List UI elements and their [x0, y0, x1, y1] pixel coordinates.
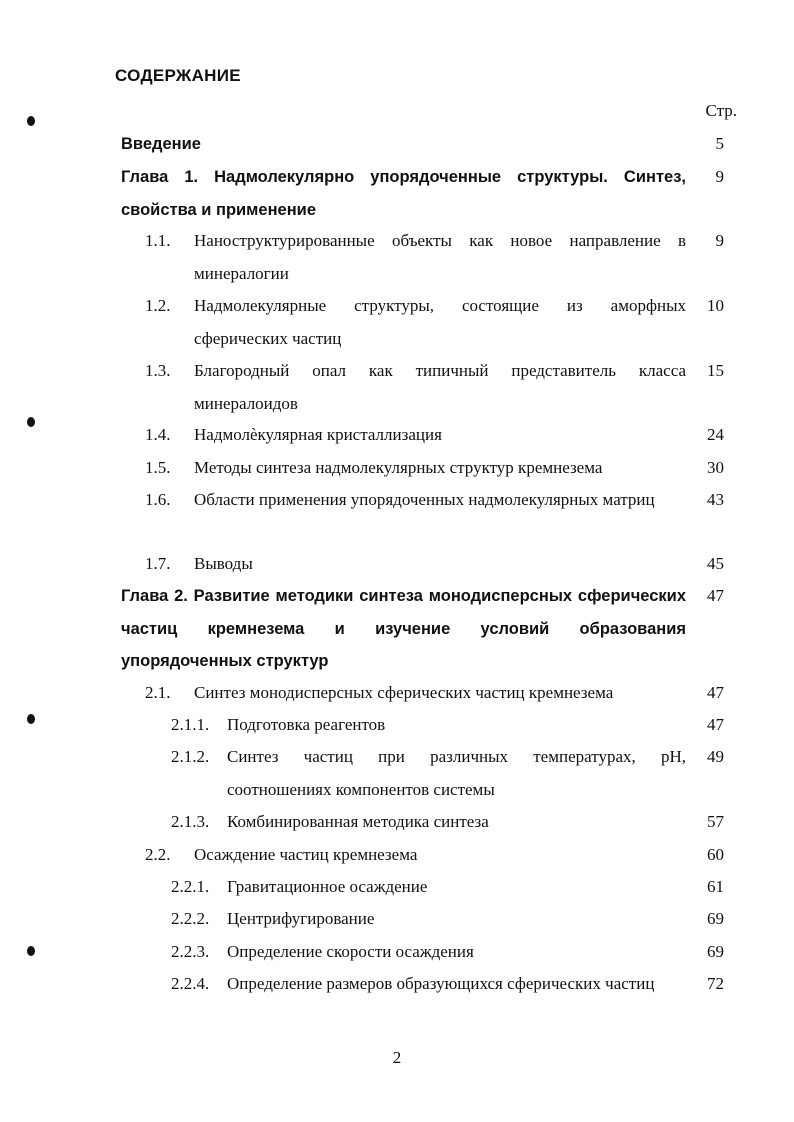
toc-entry-page: 72: [707, 974, 724, 993]
toc-entry-text: Введение: [121, 135, 201, 153]
toc-entry-page: 5: [715, 134, 724, 153]
toc-entry-number: 1.4.: [145, 425, 171, 444]
toc-entry-page: 9: [715, 167, 724, 186]
toc-entry-text: Наноструктурированные объекты как новое направление в минералогии: [194, 231, 686, 283]
page-number: 2: [392, 1048, 402, 1067]
toc-entry-page: 10: [707, 296, 724, 315]
toc-entry-text: Определение скорости осаждения: [227, 942, 474, 961]
toc-entry-number: 1.1.: [145, 231, 171, 250]
toc-entry-page: 61: [707, 877, 724, 896]
toc-entry-page: 9: [715, 231, 724, 250]
toc-entry-number: 2.1.: [145, 683, 171, 702]
toc-entry-number: 1.3.: [145, 361, 171, 380]
page-column-header: Стр.: [705, 101, 737, 120]
toc-entry-page: 60: [707, 845, 724, 864]
toc-entry-text: Выводы: [194, 554, 253, 573]
toc-entry-page: 47: [707, 586, 724, 605]
toc-entry-number: 2.2.: [145, 845, 171, 864]
toc-entry-text: Гравитационное осаждение: [227, 877, 428, 896]
toc-entry-text: Центрифугирование: [227, 909, 375, 928]
toc-entry-text: Благородный опал как типичный представитель класса минералоидов: [194, 361, 686, 413]
toc-entry-text: Методы синтеза надмолекулярных структур кремнезема: [194, 458, 603, 477]
toc-entry-page: 30: [707, 458, 724, 477]
punch-hole-mark: [27, 417, 35, 427]
toc-entry-page: 15: [707, 361, 724, 380]
toc-entry-number: 2.1.3.: [171, 812, 210, 831]
page-title: СОДЕРЖАНИЕ: [115, 66, 241, 85]
toc-entry-number: 2.1.1.: [171, 715, 210, 734]
toc-entry-number: 2.2.3.: [171, 942, 210, 961]
toc-entry-number: 1.6.: [145, 490, 171, 509]
toc-entry-number: 2.2.1.: [171, 877, 210, 896]
toc-entry-text: Надмолекулярные структуры, состоящие из аморфных сферических частиц: [194, 296, 686, 348]
toc-entry-text: Синтез монодисперсных сферических частиц кремнезема: [194, 683, 614, 702]
toc-entry-page: 69: [707, 942, 724, 961]
toc-entry-text: Комбинированная методика синтеза: [227, 812, 489, 831]
toc-entry-number: 1.2.: [145, 296, 171, 315]
toc-entry-number: 2.2.2.: [171, 909, 210, 928]
toc-entry-text: Определение размеров образующихся сферических частиц: [227, 974, 655, 993]
toc-entry-page: 47: [707, 683, 724, 702]
toc-entry-page: 69: [707, 909, 724, 928]
toc-entry-number: 2.1.2.: [171, 747, 210, 766]
toc-entry-page: 57: [707, 812, 724, 831]
toc-entry-page: 49: [707, 747, 724, 766]
toc-entry-page: 47: [707, 715, 724, 734]
toc-entry-text: Синтез частиц при различных температурах, pH, соотношениях компонентов системы: [227, 747, 686, 799]
toc-entry-text: Области применения упорядоченных надмолекулярных матриц: [194, 490, 655, 509]
punch-hole-mark: [27, 714, 35, 724]
toc-entry-page: 24: [707, 425, 724, 444]
toc-entry-text: Надмолѐкулярная кристаллизация: [194, 425, 442, 444]
toc-entry-text: Осаждение частиц кремнезема: [194, 845, 418, 864]
toc-entry-number: 1.5.: [145, 458, 171, 477]
toc-entry-number: 2.2.4.: [171, 974, 210, 993]
toc-entry-text: Подготовка реагентов: [227, 715, 386, 734]
toc-entry-text: Глава 2. Развитие методики синтеза монодисперсных сферических частиц кремнезема и изучение условий образования упорядоченных структур: [121, 587, 686, 670]
punch-hole-mark: [27, 946, 35, 956]
toc-entry-number: 1.7.: [145, 554, 171, 573]
punch-hole-mark: [27, 116, 35, 126]
toc-entry-page: 43: [707, 490, 724, 509]
toc-entry-page: 45: [707, 554, 724, 573]
toc-entry-text: Глава 1. Надмолекулярно упорядоченные структуры. Синтез, свойства и применение: [121, 168, 686, 219]
